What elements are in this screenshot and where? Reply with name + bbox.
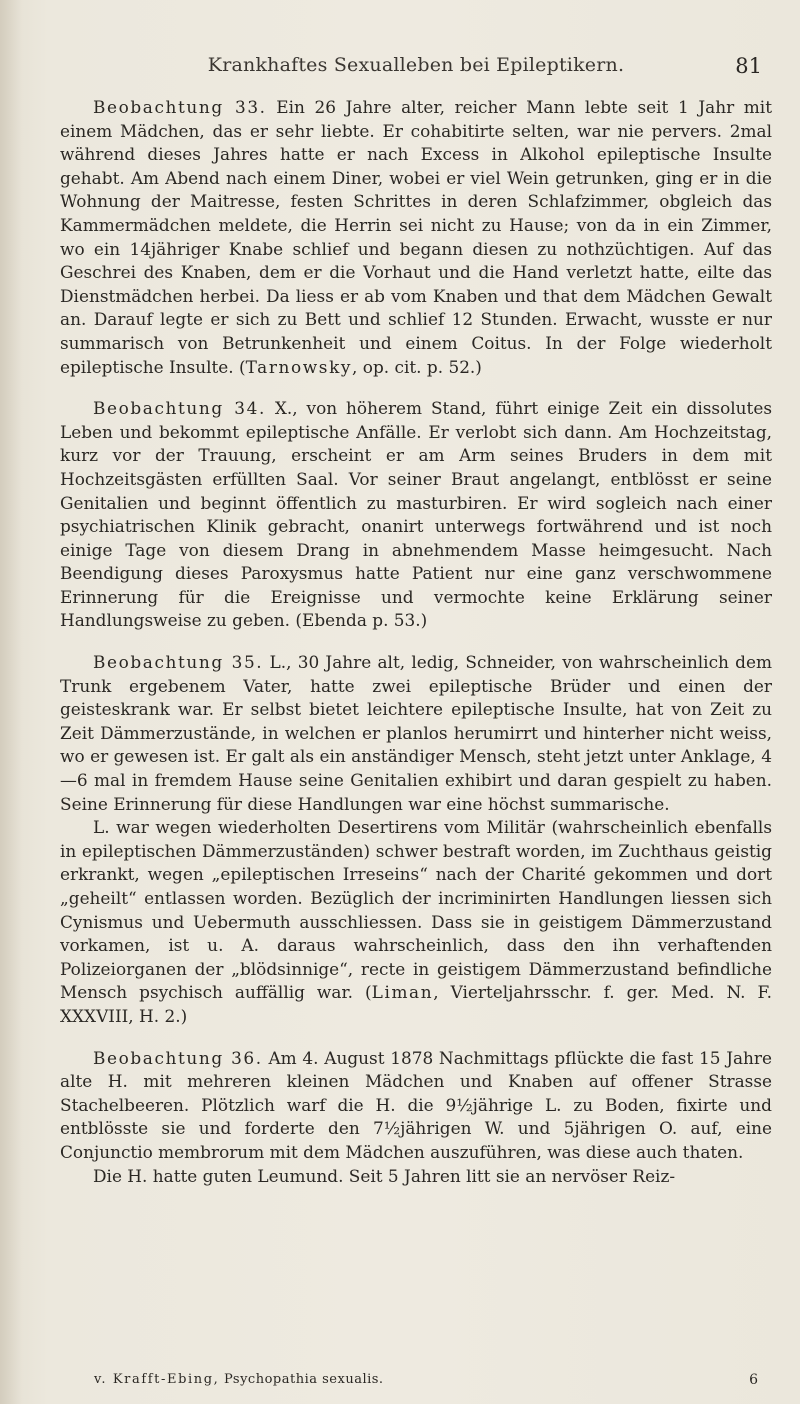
running-head (60, 54, 772, 84)
signature-work: Psychopathia sexualis. (219, 1372, 384, 1387)
page-edge-shadow (0, 0, 22, 1404)
signature-author: v. Krafft-Ebing, (94, 1372, 220, 1387)
paragraph-text: Die H. hatte guten Leumund. Seit 5 Jahren litt sie an nervöser Reiz- (93, 1165, 676, 1186)
running-title: Krankhaftes Sexualleben bei Epileptikern. (207, 54, 625, 76)
paragraph-observation-35 (60, 651, 772, 816)
paragraph-observation-36-continued (60, 1165, 772, 1189)
sheet-signature-line (60, 1372, 772, 1394)
paragraph-observation-33 (60, 96, 772, 379)
paragraph-text: Ein 26 Jahre alter, reicher Mann lebte seit 1 Jahr mit einem Mädchen, das er sehr liebte. Er cohabitirte selten, war nie pervers. 2mal während dieses Jahres hatte er nach Excess in Alkohol epileptische Insulte gehabt. Am Abend nach einem Diner, wobei er viel Wein getrunken, ging er in die Wohnung der Maitresse, festen Schrittes in deren Schlafzimmer, obgleich das Kammermädchen meldete, die Herrin sei nicht zu Hause; von da in ein Zimmer, wo ein 14jähriger Knabe schlief und begann diesen zu nothzüchtigen. Auf das Geschrei des Knaben, dem er die Vorhaut und die Hand verletzt hatte, eilte das Dienstmädchen herbei. Da liess er ab vom Knaben und that dem Mädchen Gewalt an. Darauf legte er sich zu Bett und schlief 12 Stunden. Erwacht, wusste er nur summarisch von Betrunkenheit und einem Coitus. In der Folge wiederholt epileptische Insulte. ( (60, 97, 772, 377)
citation-tail: , op. cit. p. 52.) (352, 356, 482, 377)
body-text (60, 96, 772, 1188)
sheet-number: 6 (749, 1372, 758, 1388)
paragraph-observation-34 (60, 397, 772, 633)
observation-heading: Beobachtung 36. (93, 1047, 263, 1068)
paragraph-observation-35-continued (60, 816, 772, 1028)
signature-text (94, 1372, 384, 1387)
observation-heading: Beobachtung 35. (93, 652, 264, 673)
cited-author: Tarnowsky (245, 356, 353, 377)
paragraph-text: L., 30 Jahre alt, ledig, Schneider, von wahrscheinlich dem Trunk ergebenem Vater, hatte zwei epileptische Brüder und einen der geisteskrank war. Er selbst bietet leichtere epileptische Insulte, hat von Zeit zu Zeit Dämmerzustände, in welchen er planlos herumirrt und hinterher nicht weiss, wo er gewesen ist. Er galt als ein anständiger Mensch, steht jetzt unter Anklage, 4—6 mal in fremdem Hause seine Genitalien exhibirt und daran gespielt zu haben. Seine Erinnerung für diese Handlungen war eine höchst summarische. (60, 652, 772, 814)
paragraph-text: Am 4. August 1878 Nachmittags pflückte die fast 15 Jahre alte H. mit mehreren kleinen Mädchen und Knaben auf offener Strasse Stachelbeeren. Plötzlich warf die H. die 9½jährige L. zu Boden, fixirte und entblösste sie und forderte den 7½jährigen W. und 5jährigen O. auf, eine Conjunctio membrorum mit dem Mädchen auszuführen, was diese auch thaten. (60, 1047, 772, 1162)
observation-heading: Beobachtung 34. (93, 398, 266, 419)
page-number: 81 (735, 54, 762, 78)
observation-heading: Beobachtung 33. (93, 97, 267, 117)
cited-author: Liman (371, 982, 434, 1003)
paragraph-observation-36 (60, 1047, 772, 1165)
paragraph-text: L. war wegen wiederholten Desertirens vom Militär (wahrscheinlich ebenfalls in epileptischen Dämmerzuständen) schwer bestraft worden, im Zuchthaus geistig erkrankt, wegen „epileptischen Irreseins“ nach der Charité gekommen und dort „geheilt“ entlassen worden. Bezüglich der incriminirten Handlungen liessen sich Cynismus und Uebermuth ausschliessen. Dass sie in geistigem Dämmerzustand vorkamen, ist u. A. daraus wahrscheinlich, dass den ihn verhaftenden Polizeiorganen der „blödsinnige“, recte in geistigem Dämmerzustand befindliche Mensch psychisch auffällig war. ( (60, 817, 772, 1003)
citation-tail: , Vierteljahrsschr. f. ger. Med. N. F. XXXVIII, H. 2.) (60, 982, 772, 1026)
paragraph-text: X., von höherem Stand, führt einige Zeit ein dissolutes Leben und bekommt epileptische Anfälle. Er verlobt sich dann. Am Hochzeitstag, kurz vor der Trauung, erscheint er am Arm seines Bruders in dem mit Hochzeitsgästen erfüllten Saal. Vor seiner Braut angelangt, entblösst er seine Genitalien und beginnt öffentlich zu masturbiren. Er wird sogleich nach einer psychiatrischen Klinik gebracht, onanirt unterwegs fortwährend und ist noch einige Tage von diesem Drang in abnehmendem Masse heimgesucht. Nach Beendigung dieses Paroxysmus hatte Patient nur eine ganz verschwommene Erinnerung für die Ereignisse und vermochte keine Erklärung seiner Handlungsweise zu geben. (Ebenda p. 53.) (60, 398, 772, 631)
